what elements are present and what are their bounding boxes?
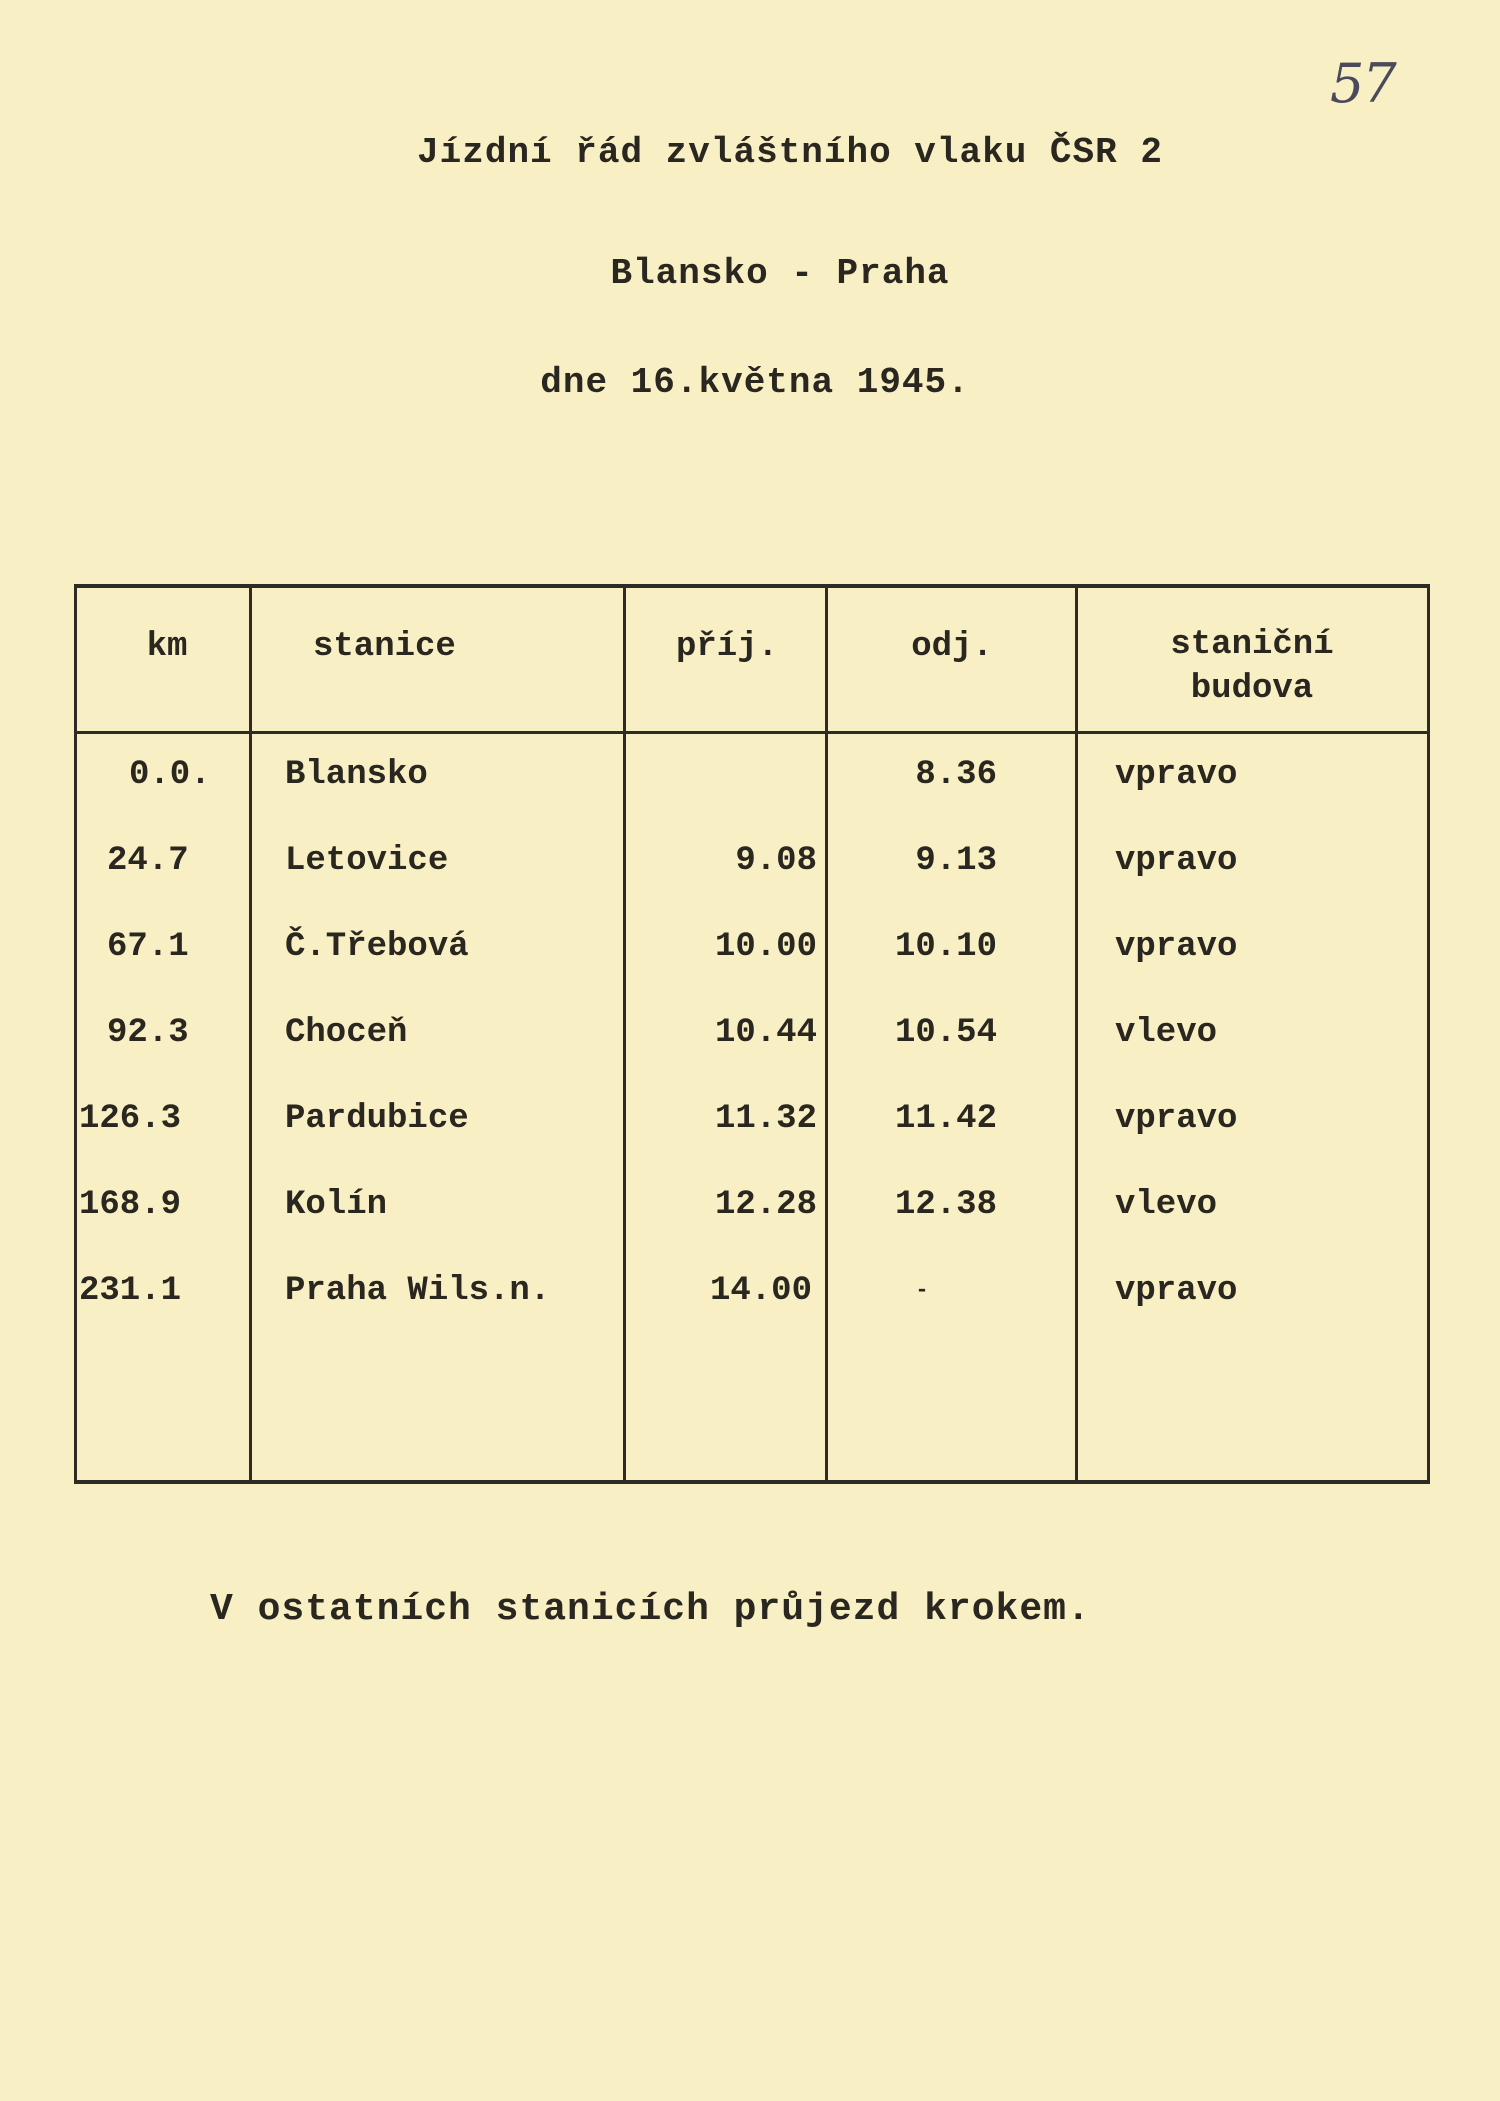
row-building: vpravo	[1115, 928, 1238, 966]
header-departure: odj.	[911, 628, 993, 666]
header-station: stanice	[313, 628, 456, 666]
row-arrival: 10.00	[714, 928, 817, 966]
row-station: Blansko	[285, 756, 428, 794]
header-building: staniční	[1170, 626, 1334, 664]
row-km: 168.9	[79, 1186, 182, 1224]
row-km: 92.3	[107, 1014, 189, 1052]
footer-note: V ostatních stanicích průjezd krokem.	[210, 1588, 1091, 1631]
row-km: 231.1	[79, 1272, 182, 1310]
row-station: Č.Třebová	[285, 928, 469, 966]
column-divider	[623, 588, 626, 1480]
row-departure: 10.10	[894, 928, 997, 966]
row-station: Kolín	[285, 1186, 388, 1224]
row-station: Pardubice	[285, 1100, 469, 1138]
row-km: 24.7	[107, 842, 189, 880]
header-arrival: příj.	[675, 628, 779, 666]
row-station: Praha Wils.n.	[285, 1272, 551, 1310]
row-building: vpravo	[1115, 1272, 1238, 1310]
row-departure: -	[915, 1278, 929, 1303]
row-km: 67.1	[107, 928, 189, 966]
row-station: Choceň	[285, 1014, 408, 1052]
row-building: vlevo	[1115, 1186, 1218, 1224]
row-departure: 12.38	[894, 1186, 997, 1224]
row-building: vlevo	[1115, 1014, 1218, 1052]
row-building: vpravo	[1115, 842, 1238, 880]
row-building: vpravo	[1115, 1100, 1238, 1138]
page-title: Jízdní řád zvláštního vlaku ČSR 2	[417, 132, 1163, 173]
row-departure: 11.42	[894, 1100, 997, 1138]
row-arrival: 11.32	[714, 1100, 817, 1138]
row-building: vpravo	[1115, 756, 1238, 794]
row-km: 0.0.	[129, 756, 211, 794]
column-divider	[1075, 588, 1078, 1480]
header-km: km	[146, 628, 188, 666]
row-arrival: 10.44	[714, 1014, 817, 1052]
row-arrival: 9.08	[735, 842, 817, 880]
row-departure: 8.36	[915, 756, 997, 794]
row-arrival: 12.28	[714, 1186, 817, 1224]
column-divider	[825, 588, 828, 1480]
timetable	[74, 584, 1430, 1484]
row-km: 126.3	[79, 1100, 182, 1138]
page-number: 57	[1330, 52, 1395, 115]
header-building: budova	[1190, 670, 1314, 708]
date-heading: dne 16.května 1945.	[540, 362, 970, 403]
row-departure: 10.54	[894, 1014, 997, 1052]
header-divider	[77, 731, 1427, 734]
row-station: Letovice	[285, 842, 449, 880]
route-heading: Blansko - Praha	[610, 253, 950, 294]
row-departure: 9.13	[915, 842, 997, 880]
column-divider	[249, 588, 252, 1480]
row-arrival: 14.00	[709, 1272, 812, 1310]
